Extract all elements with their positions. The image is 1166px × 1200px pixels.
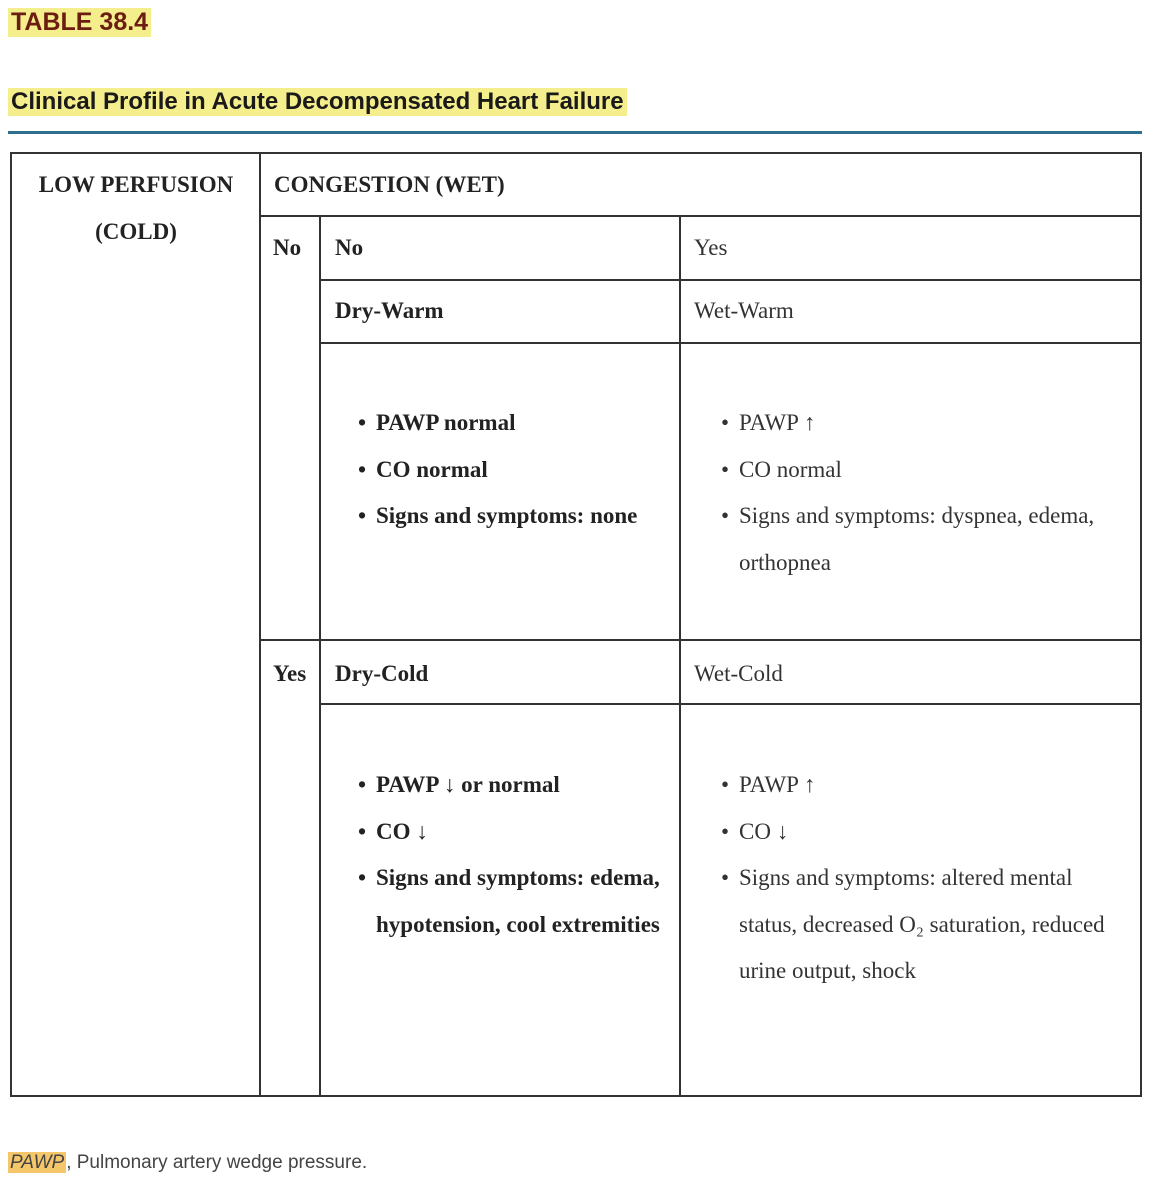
- wet-cold-list: [721, 762, 1121, 995]
- wet-warm-label: Wet-Warm: [694, 298, 794, 323]
- dry-warm-label: Dry-Warm: [335, 298, 444, 323]
- table-number: TABLE 38.4: [8, 8, 151, 37]
- list-item: • PAWP ↓ or normal: [358, 762, 676, 809]
- list-item: • CO normal: [721, 447, 1121, 494]
- list-item: • Signs and symptoms: dyspnea, edema, orthopnea: [721, 493, 1121, 586]
- col-no: No: [335, 235, 364, 260]
- row-no: No: [273, 235, 302, 260]
- list-item: • PAWP ↑: [721, 762, 1121, 809]
- list-item: • CO normal: [358, 447, 658, 494]
- row-yes: Yes: [273, 661, 307, 686]
- dry-cold-list: [358, 762, 676, 948]
- dry-warm-list: [358, 400, 658, 540]
- dry-cold-label: Dry-Cold: [335, 661, 429, 686]
- list-item: • Signs and symptoms: altered mental status, decreased O₂ saturation, reduced urine output, shock: [721, 855, 1121, 995]
- col-yes: Yes: [694, 235, 728, 260]
- footnote-text: , Pulmonary artery wedge pressure.: [66, 1152, 368, 1173]
- list-item: • PAWP normal: [358, 400, 658, 447]
- list-item: • CO ↓: [721, 809, 1121, 856]
- wet-cold-label: Wet-Cold: [694, 661, 783, 686]
- footnote: [8, 1152, 367, 1174]
- title-rule: [8, 131, 1142, 134]
- col-header-congestion: CONGESTION (WET): [274, 172, 505, 197]
- list-item: • Signs and symptoms: none: [358, 493, 658, 540]
- list-item: • Signs and symptoms: edema, hypotension, cool extremities: [358, 855, 676, 948]
- list-item: • CO ↓: [358, 809, 676, 856]
- row-header-low-perfusion: LOW PERFUSION (COLD): [38, 172, 234, 244]
- footnote-abbr: PAWP: [10, 1152, 65, 1173]
- table-title: Clinical Profile in Acute Decompensated Heart Failure: [8, 88, 627, 116]
- wet-warm-list: [721, 400, 1121, 586]
- list-item: • PAWP ↑: [721, 400, 1121, 447]
